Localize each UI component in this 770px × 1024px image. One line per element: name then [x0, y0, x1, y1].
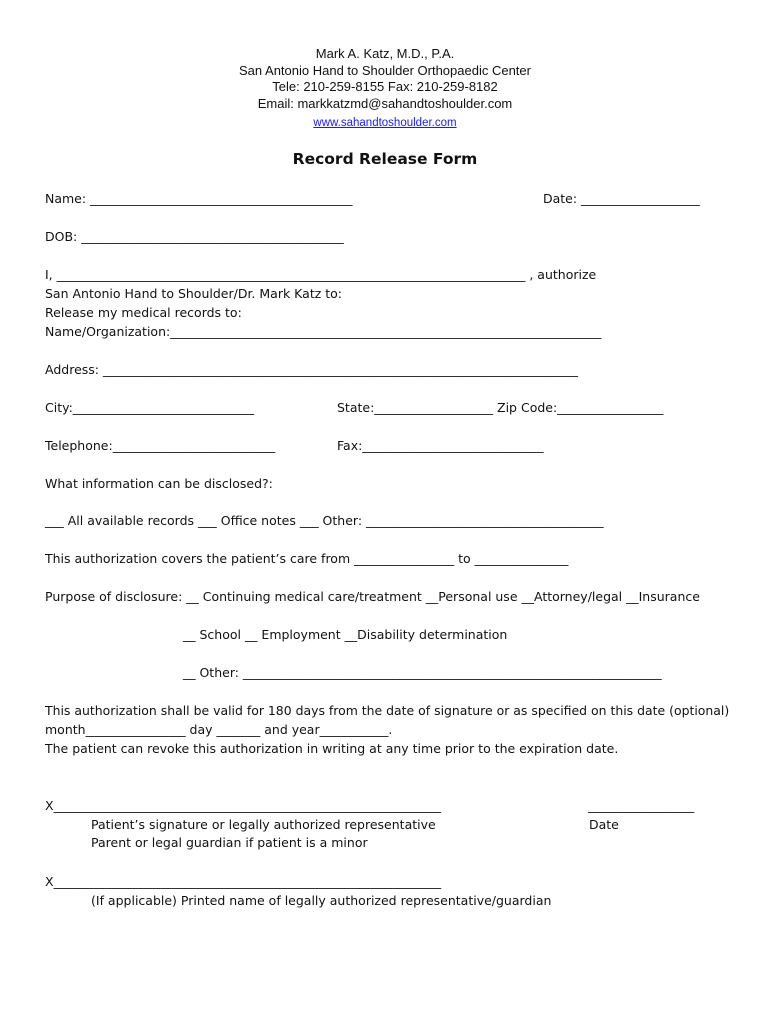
- authorizer-field[interactable]: I, ___________________________________________________________________________ , authorize: [45, 267, 597, 282]
- signature-date-field[interactable]: _________________: [588, 798, 695, 813]
- date-label: Date: [589, 817, 619, 832]
- validity-text: This authorization shall be valid for 180 days from the date of signature or as specified on this date (optional): [45, 703, 730, 718]
- organization-field[interactable]: Name/Organization:_____________________________________________________________________: [45, 324, 602, 339]
- signature-field[interactable]: X______________________________________________________________: [45, 798, 442, 813]
- revoke-text: The patient can revoke this authorization in writing at any time prior to the expiration date.: [45, 741, 619, 756]
- website-link[interactable]: www.sahandtoshoulder.com: [313, 117, 457, 129]
- phone-fax: Tele: 210-259-8155 Fax: 210-259-8182: [272, 79, 498, 94]
- fax-field[interactable]: Fax:_____________________________: [337, 438, 544, 453]
- release-text-2: Release my medical records to:: [45, 305, 242, 320]
- telephone-field[interactable]: Telephone:__________________________: [45, 438, 276, 453]
- guardian-label: Parent or legal guardian if patient is a minor: [91, 835, 368, 850]
- name-field[interactable]: Name: __________________________________________: [45, 191, 353, 206]
- date-field[interactable]: Date: ___________________: [543, 191, 700, 206]
- care-period-field[interactable]: This authorization covers the patient’s care from ________________ to _______________: [45, 551, 569, 566]
- city-field[interactable]: City:_____________________________: [45, 400, 255, 415]
- email: Email: markkatzmd@sahandtoshoulder.com: [257, 96, 513, 111]
- purpose-options-2[interactable]: __ School __ Employment __Disability determination: [183, 627, 508, 642]
- purpose-options[interactable]: Purpose of disclosure: __ Continuing medical care/treatment __Personal use __Attorney/legal __Insurance: [45, 589, 700, 604]
- printed-name-label: (If applicable) Printed name of legally authorized representative/guardian: [91, 893, 552, 908]
- form-title: Record Release Form: [292, 150, 478, 168]
- dob-field[interactable]: DOB: __________________________________________: [45, 229, 344, 244]
- purpose-other-field[interactable]: __ Other: ___________________________________________________________________: [183, 665, 662, 680]
- release-text-1: San Antonio Hand to Shoulder/Dr. Mark Katz to:: [45, 286, 343, 301]
- disclosure-options[interactable]: ___ All available records ___ Office notes ___ Other: ______________________________________: [45, 513, 604, 528]
- validity-date-field[interactable]: month________________ day _______ and year___________.: [45, 722, 393, 737]
- disclosure-question: What information can be disclosed?:: [45, 476, 273, 491]
- state-zip-field[interactable]: State:___________________ Zip Code:_________________: [337, 400, 664, 415]
- printed-name-field[interactable]: X______________________________________________________________: [45, 874, 442, 889]
- address-field[interactable]: Address: ____________________________________________________________________________: [45, 362, 578, 377]
- signature-label: Patient’s signature or legally authorized representative: [91, 817, 436, 832]
- center-name: San Antonio Hand to Shoulder Orthopaedic Center: [239, 63, 531, 78]
- doctor-name: Mark A. Katz, M.D., P.A.: [315, 46, 455, 61]
